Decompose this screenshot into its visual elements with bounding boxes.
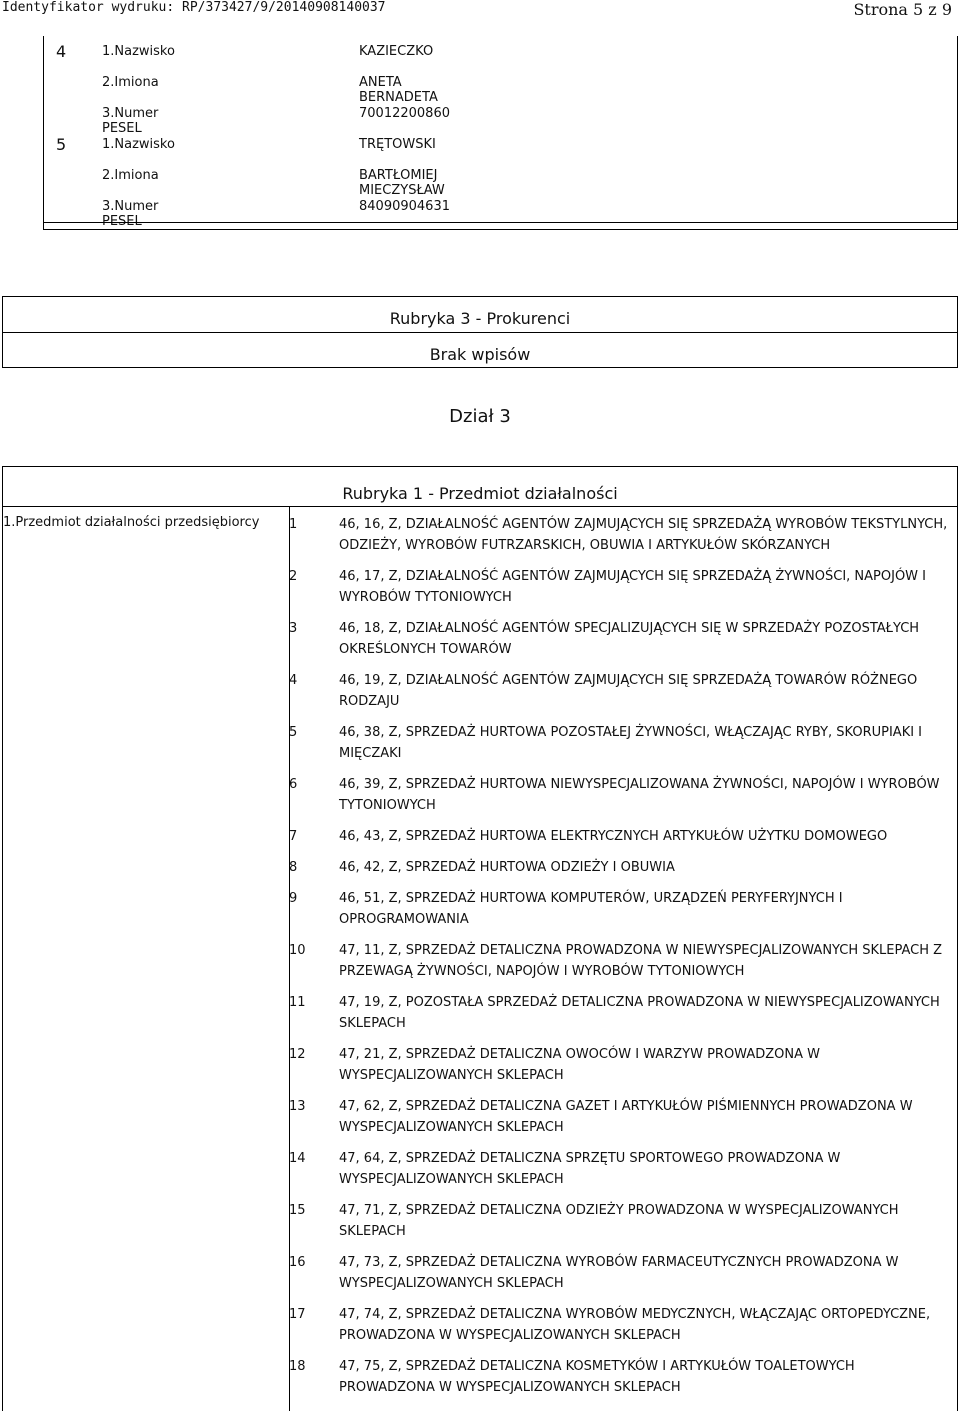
divider <box>3 506 957 507</box>
section-title: Rubryka 1 - Przedmiot działalności <box>342 484 618 503</box>
item-number: 12 <box>289 1047 306 1062</box>
item-number: 8 <box>289 860 298 875</box>
field-label: 3.Numer PESEL <box>102 199 159 229</box>
item-number: 14 <box>289 1151 306 1166</box>
item-text: 47, 11, Z, SPRZEDAŻ DETALICZNA PROWADZONA W NIEWYSPECJALIZOWANYCH SKLEPACH Z PRZEWAGĄ ŻYWNOŚCI, NAPOJÓW I WYROBÓW TYTONIOWYCH <box>339 943 943 979</box>
item-number: 11 <box>289 995 306 1010</box>
divider <box>3 332 957 333</box>
item-text: 47, 64, Z, SPRZEDAŻ DETALICZNA SPRZĘTU SPORTOWEGO PROWADZONA W WYSPECJALIZOWANYCH SKLEPACH <box>339 1151 841 1187</box>
field-label: 2.Imiona <box>102 168 159 183</box>
field-label: 1.Nazwisko <box>102 44 175 59</box>
page-number: Strona 5 z 9 <box>853 0 952 19</box>
field-value: 84090904631 <box>359 199 450 214</box>
item-number: 4 <box>289 673 298 688</box>
rubryka-prokurenci <box>2 296 958 368</box>
divider <box>44 229 957 230</box>
item-number: 2 <box>289 569 298 584</box>
item-number: 13 <box>289 1099 306 1114</box>
persons-table <box>43 36 958 230</box>
person-index: 5 <box>56 135 67 154</box>
item-number: 7 <box>289 829 298 844</box>
item-text: 47, 75, Z, SPRZEDAŻ DETALICZNA KOSMETYKÓW I ARTYKUŁÓW TOALETOWYCH PROWADZONA W WYSPECJALIZOWANYCH SKLEPACH <box>339 1359 855 1395</box>
item-number: 10 <box>289 943 306 958</box>
item-text: 47, 74, Z, SPRZEDAŻ DETALICZNA WYROBÓW MEDYCZNYCH, WŁĄCZAJĄC ORTOPEDYCZNE, PROWADZONA W WYSPECJALIZOWANYCH SKLEPACH <box>339 1307 931 1343</box>
item-text: 46, 18, Z, DZIAŁALNOŚĆ AGENTÓW SPECJALIZUJĄCYCH SIĘ W SPRZEDAŻY POZOSTAŁYCH OKREŚLONYCH TOWARÓW <box>339 621 920 657</box>
field-label: 1.Przedmiot działalności przedsiębiorcy <box>3 515 260 530</box>
item-text: 46, 43, Z, SPRZEDAŻ HURTOWA ELEKTRYCZNYCH ARTYKUŁÓW UŻYTKU DOMOWEGO <box>339 829 888 844</box>
empty-note: Brak wpisów <box>429 345 531 364</box>
item-text: 46, 16, Z, DZIAŁALNOŚĆ AGENTÓW ZAJMUJĄCYCH SIĘ SPRZEDAŻĄ WYROBÓW TEKSTYLNYCH, ODZIEŻY, WYROBÓW FUTRZARSKICH, OBUWIA I ARTYKUŁÓW SKÓRZANYCH <box>339 517 948 553</box>
section-title: Rubryka 3 - Prokurenci <box>389 309 571 328</box>
field-value: BARTŁOMIEJ MIECZYSŁAW <box>359 168 445 198</box>
item-text: 46, 17, Z, DZIAŁALNOŚĆ AGENTÓW ZAJMUJĄCYCH SIĘ SPRZEDAŻĄ ŻYWNOŚCI, NAPOJÓW I WYROBÓW TYTONIOWYCH <box>339 569 926 605</box>
item-number: 3 <box>289 621 298 636</box>
print-identifier: Identyfikator wydruku: RP/373427/9/20140908140037 <box>2 0 386 15</box>
item-text: 47, 71, Z, SPRZEDAŻ DETALICZNA ODZIEŻY PROWADZONA W WYSPECJALIZOWANYCH SKLEPACH <box>339 1203 899 1239</box>
field-value: TRĘTOWSKI <box>359 137 436 152</box>
item-text: 47, 62, Z, SPRZEDAŻ DETALICZNA GAZET I ARTYKUŁÓW PIŚMIENNYCH PROWADZONA W WYSPECJALIZOWANYCH SKLEPACH <box>339 1099 913 1135</box>
item-text: 46, 42, Z, SPRZEDAŻ HURTOWA ODZIEŻY I OBUWIA <box>339 860 675 875</box>
item-number: 17 <box>289 1307 306 1322</box>
item-text: 46, 39, Z, SPRZEDAŻ HURTOWA NIEWYSPECJALIZOWANA ŻYWNOŚCI, NAPOJÓW I WYROBÓW TYTONIOWYCH <box>339 777 940 813</box>
item-number: 6 <box>289 777 298 792</box>
item-text: 47, 19, Z, POZOSTAŁA SPRZEDAŻ DETALICZNA PROWADZONA W NIEWYSPECJALIZOWANYCH SKLEPACH <box>339 995 940 1031</box>
person-index: 4 <box>56 42 67 61</box>
field-label: 2.Imiona <box>102 75 159 90</box>
field-value: KAZIECZKO <box>359 44 434 59</box>
item-text: 47, 21, Z, SPRZEDAŻ DETALICZNA OWOCÓW I WARZYW PROWADZONA W WYSPECJALIZOWANYCH SKLEPACH <box>339 1047 820 1083</box>
field-value: ANETA BERNADETA <box>359 75 438 105</box>
item-text: 46, 19, Z, DZIAŁALNOŚĆ AGENTÓW ZAJMUJĄCYCH SIĘ SPRZEDAŻĄ TOWARÓW RÓŻNEGO RODZAJU <box>339 673 918 709</box>
item-number: 5 <box>289 725 298 740</box>
field-label: 3.Numer PESEL <box>102 106 159 136</box>
section-heading: Dział 3 <box>449 406 511 427</box>
item-text: 47, 73, Z, SPRZEDAŻ DETALICZNA WYROBÓW FARMACEUTYCZNYCH PROWADZONA W WYSPECJALIZOWANYCH SKLEPACH <box>339 1255 899 1291</box>
item-number: 16 <box>289 1255 306 1270</box>
item-number: 9 <box>289 891 298 906</box>
item-number: 15 <box>289 1203 306 1218</box>
item-number: 18 <box>289 1359 306 1374</box>
field-label: 1.Nazwisko <box>102 137 175 152</box>
item-text: 46, 38, Z, SPRZEDAŻ HURTOWA POZOSTAŁEJ ŻYWNOŚCI, WŁĄCZAJĄC RYBY, SKORUPIAKI I MIĘCZAKI <box>339 725 923 761</box>
field-value: 70012200860 <box>359 106 450 121</box>
item-number: 1 <box>289 517 298 532</box>
item-text: 46, 51, Z, SPRZEDAŻ HURTOWA KOMPUTERÓW, URZĄDZEŃ PERYFERYJNYCH I OPROGRAMOWANIA <box>339 891 843 927</box>
divider <box>44 222 957 223</box>
